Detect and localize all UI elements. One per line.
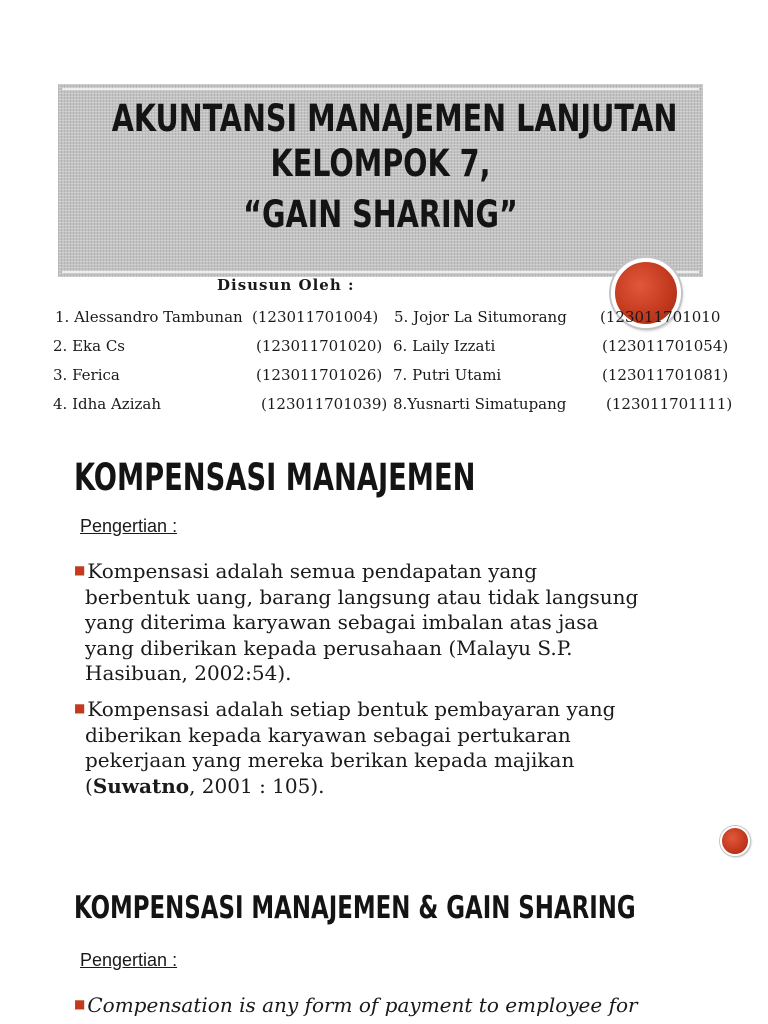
title-line-2: KELOMPOK 7,: [270, 142, 491, 185]
bullet-line: Compensation is any form of payment to employee for: [87, 993, 638, 1017]
bullet-marker: ■: [74, 563, 86, 577]
author-name: 6. Laily Izzati: [393, 337, 496, 355]
bullet-line: Kompensasi adalah setiap bentuk pembayaran yang: [87, 697, 616, 721]
author-name: 4. Idha Azizah: [53, 395, 162, 413]
author-name: 2. Eka Cs: [53, 337, 126, 355]
author-nim: (123011701039): [261, 395, 388, 413]
author-nim: (123011701054): [602, 337, 729, 355]
title-line-1: AKUNTANSI MANAJEMEN LANJUTAN: [111, 97, 678, 140]
author-name: 3. Ferica: [53, 366, 120, 384]
bullet-line: Hasibuan, 2002:54).: [85, 661, 292, 685]
heading-kompensasi-manajemen: KOMPENSASI MANAJEMEN: [74, 456, 476, 499]
bullet-marker: ■: [74, 997, 86, 1011]
citation-open: (: [85, 773, 93, 798]
bullet-marker: ■: [74, 701, 86, 715]
author-nim: (123011701111): [606, 395, 733, 413]
pengertian-label: Pengertian :: [80, 516, 178, 536]
bullet-definition-1: [74, 558, 714, 687]
author-nim: (123011701026): [256, 366, 383, 384]
title-block: [111, 96, 678, 237]
author-name: 1. Alessandro Tambunan: [55, 308, 243, 326]
author-name: 5. Jojor La Situmorang: [394, 308, 567, 326]
citation-rest: , 2001 : 105).: [189, 773, 325, 798]
bullet-citation-line: [74, 774, 714, 800]
citation-author: Suwatno: [92, 773, 190, 798]
decorative-circle-small: [720, 826, 750, 856]
bullet-line: Kompensasi adalah semua pendapatan yang: [87, 559, 537, 583]
bullet-line: yang diberikan kepada perusahaan (Malayu S.P.: [85, 635, 573, 660]
bullet-line: pekerjaan yang mereka berikan kepada majikan: [85, 748, 575, 772]
pengertian-label-2: Pengertian :: [80, 950, 178, 970]
heading-kompensasi-gain-sharing: KOMPENSASI MANAJEMEN & GAIN SHARING: [74, 890, 636, 926]
disusun-label: Disusun Oleh :: [217, 276, 355, 294]
author-nim: (123011701004): [252, 308, 379, 326]
bullet-line: diberikan kepada karyawan sebagai pertukaran: [85, 722, 571, 747]
bullet-line: yang diterima karyawan sebagai imbalan atas jasa: [85, 610, 599, 634]
author-nim: (123011701010: [600, 308, 721, 326]
bullet-definition-2: [74, 696, 714, 799]
author-nim: (123011701020): [256, 337, 383, 355]
title-banner: [58, 84, 703, 277]
author-name: 8.Yusnarti Simatupang: [393, 395, 567, 413]
author-nim: (123011701081): [602, 366, 729, 384]
bullet-line: berbentuk uang, barang langsung atau tidak langsung: [85, 584, 639, 609]
author-name: 7. Putri Utami: [393, 366, 502, 384]
title-line-3: “GAIN SHARING”: [243, 193, 518, 236]
bullet-compensation-definition: [74, 992, 714, 1019]
